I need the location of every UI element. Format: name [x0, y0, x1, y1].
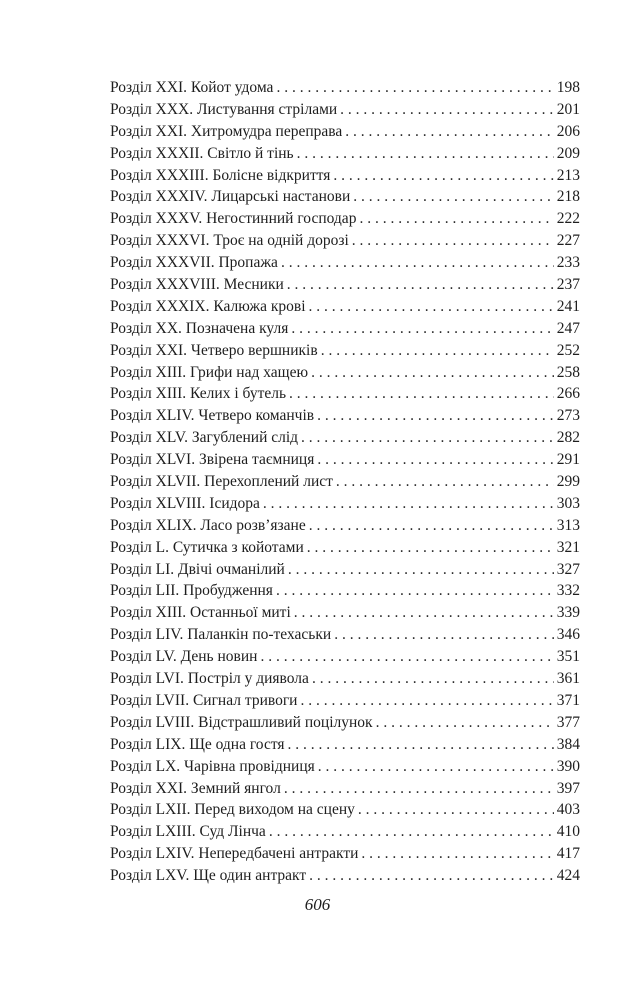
toc-dot-leader: [334, 624, 554, 646]
toc-entry-title: Розділ LVII. Сигнал тривоги: [110, 691, 298, 709]
toc-entry: [110, 821, 580, 843]
toc-dot-leader: [291, 318, 553, 340]
toc-entry-page: 299: [556, 473, 580, 491]
toc-entry-title: Розділ XXXV. Негостинний господар: [110, 210, 357, 228]
toc-entry-page: 351: [556, 648, 580, 666]
toc-entry-title: Розділ LVIII. Відстрашливий поцілунок: [110, 713, 373, 731]
toc-dot-leader: [311, 362, 554, 384]
toc-entry-title: Розділ XLV. Загублений слід: [110, 429, 299, 447]
toc-entry-title: Розділ LV. День новин: [110, 648, 258, 666]
toc-entry-page: 213: [556, 166, 580, 184]
toc-entry-title: Розділ LXV. Ще один антракт: [110, 867, 307, 885]
toc-dot-leader: [260, 646, 553, 668]
toc-dot-leader: [353, 186, 553, 208]
toc-entry-page: 346: [556, 626, 580, 644]
toc-dot-leader: [281, 252, 554, 274]
toc-entry: [110, 143, 580, 165]
toc-entry-title: Розділ XIII. Грифи над хащею: [110, 363, 309, 381]
toc-dot-leader: [287, 274, 554, 296]
toc-entry-page: 371: [556, 691, 580, 709]
toc-entry: [110, 230, 580, 252]
toc-entry: [110, 537, 580, 559]
toc-dot-leader: [309, 865, 554, 887]
toc-dot-leader: [317, 449, 553, 471]
toc-entry-page: 339: [556, 604, 580, 622]
toc-dot-leader: [263, 493, 554, 515]
toc-dot-leader: [288, 559, 554, 581]
toc-entry: [110, 383, 580, 405]
toc-entry: [110, 580, 580, 602]
toc-dot-leader: [321, 340, 554, 362]
toc-dot-leader: [318, 756, 554, 778]
toc-dot-leader: [345, 121, 553, 143]
toc-entry-title: Розділ LVI. Постріл у диявола: [110, 670, 309, 688]
toc-dot-leader: [336, 471, 554, 493]
toc-entry-title: Розділ XIII. Останньої миті: [110, 604, 291, 622]
toc-dot-leader: [288, 734, 554, 756]
toc-entry-title: Розділ XLIV. Четверо команчів: [110, 407, 315, 425]
toc-entry: [110, 602, 580, 624]
toc-entry-page: 241: [556, 297, 580, 315]
toc-dot-leader: [300, 690, 553, 712]
toc-entry-title: Розділ XXI. Койот удома: [110, 79, 274, 96]
toc-dot-leader: [301, 427, 554, 449]
toc-entry: [110, 559, 580, 581]
toc-entry-title: Розділ LXIII. Суд Лінча: [110, 823, 266, 841]
toc-entry-title: Розділ XXI. Земний янгол: [110, 779, 281, 797]
toc-dot-leader: [352, 230, 554, 252]
toc-dot-leader: [317, 405, 554, 427]
toc-entry-page: 266: [556, 385, 580, 403]
toc-entry-page: 282: [556, 429, 580, 447]
toc-entry-page: 417: [556, 845, 580, 863]
toc-entry-title: Розділ XLVI. Звірена таємниця: [110, 451, 315, 469]
toc-entry-title: Розділ XXX. Листування стрілами: [110, 100, 338, 118]
toc-entry-page: 291: [556, 451, 580, 469]
toc-dot-leader: [312, 668, 554, 690]
toc-dot-leader: [309, 515, 554, 537]
toc-entry: [110, 186, 580, 208]
toc-entry-page: 303: [556, 494, 580, 512]
toc-entry: [110, 624, 580, 646]
toc-entry-page: 377: [556, 713, 580, 731]
toc-entry-page: 273: [556, 407, 580, 425]
toc-entry-page: 252: [556, 341, 580, 359]
toc-entry-title: Розділ XLIX. Ласо розв’язане: [110, 516, 306, 534]
toc-entry-page: 332: [556, 582, 580, 600]
toc-entry: [110, 799, 580, 821]
toc-entry-title: Розділ LXII. Перед виходом на сцену: [110, 801, 355, 819]
toc-entry: [110, 165, 580, 187]
toc-dot-leader: [289, 383, 554, 405]
toc-dot-leader: [340, 99, 554, 121]
toc-entry-page: 397: [556, 779, 580, 797]
toc-entry: [110, 756, 580, 778]
toc-entry-title: Розділ XLVII. Перехоплений лист: [110, 473, 333, 491]
toc-entry: [110, 77, 580, 99]
toc-entry-page: 201: [556, 100, 580, 118]
toc-entry-page: 218: [556, 188, 580, 206]
toc-entry-title: Розділ XX. Позначена куля: [110, 319, 289, 337]
toc-entry-title: Розділ LIV. Паланкін по-техаськи: [110, 626, 332, 644]
toc-dot-leader: [276, 77, 553, 99]
toc-dot-leader: [359, 208, 553, 230]
toc-entry-page: 222: [556, 210, 580, 228]
toc-dot-leader: [276, 580, 554, 602]
toc-entry: [110, 646, 580, 668]
toc-dot-leader: [376, 712, 554, 734]
toc-entry: [110, 296, 580, 318]
toc-entry-page: 237: [556, 276, 580, 294]
toc-entry: [110, 668, 580, 690]
toc-entry-page: 227: [556, 232, 580, 250]
toc-dot-leader: [361, 843, 553, 865]
toc-entry-title: Розділ XXI. Четверо вершників: [110, 341, 318, 359]
toc-entry-title: Розділ XXXIV. Лицарські настанови: [110, 188, 351, 206]
toc-entry: [110, 99, 580, 121]
toc-entry: [110, 427, 580, 449]
toc-dot-leader: [307, 537, 554, 559]
toc-entry: [110, 252, 580, 274]
toc-entry: [110, 318, 580, 340]
toc-entry: [110, 493, 580, 515]
toc-entry-page: 327: [556, 560, 580, 578]
toc-entry-title: Розділ XXI. Хитромудра переправа: [110, 122, 343, 140]
toc-entry: [110, 778, 580, 800]
toc-entry-page: 198: [556, 79, 580, 96]
toc-dot-leader: [297, 143, 554, 165]
toc-entry-page: 233: [556, 254, 580, 272]
toc-entry: [110, 405, 580, 427]
toc-entry-page: 410: [556, 823, 580, 841]
toc-entry-title: Розділ XLVIII. Ісидора: [110, 494, 260, 512]
toc-entry-page: 313: [556, 516, 580, 534]
toc-entry-title: Розділ XXXVIII. Месники: [110, 276, 284, 294]
toc-dot-leader: [294, 602, 554, 624]
toc-entry-title: Розділ XIII. Келих і бутель: [110, 385, 287, 403]
toc-entry-page: 209: [556, 144, 580, 162]
page-number: 606: [304, 895, 331, 914]
toc-dot-leader: [284, 778, 554, 800]
toc-entry-title: Розділ LX. Чарівна провідниця: [110, 757, 315, 775]
toc-entry: [110, 449, 580, 471]
toc-entry-page: 247: [556, 319, 580, 337]
toc-entry: [110, 515, 580, 537]
toc-entry-page: 424: [556, 867, 580, 885]
toc-entry-title: Розділ XXXII. Світло й тінь: [110, 144, 294, 162]
toc-dot-leader: [309, 296, 554, 318]
toc-entry-title: Розділ LII. Пробудження: [110, 582, 273, 600]
table-of-contents: [110, 77, 580, 887]
toc-entry-page: 403: [556, 801, 580, 819]
toc-entry-title: Розділ XXXVII. Пропажа: [110, 254, 278, 272]
toc-entry: [110, 712, 580, 734]
toc-entry: [110, 734, 580, 756]
toc-entry-title: Розділ LI. Двічі очманілий: [110, 560, 285, 578]
toc-dot-leader: [358, 799, 554, 821]
toc-entry: [110, 471, 580, 493]
toc-entry: [110, 362, 580, 384]
toc-entry: [110, 690, 580, 712]
toc-entry-title: Розділ XXXIX. Калюжа крові: [110, 297, 306, 315]
toc-entry-page: 206: [556, 122, 580, 140]
toc-entry-page: 258: [556, 363, 580, 381]
toc-entry: [110, 208, 580, 230]
toc-entry-title: Розділ L. Сутичка з койотами: [110, 538, 304, 556]
toc-entry: [110, 865, 580, 887]
toc-entry: [110, 843, 580, 865]
toc-entry-title: Розділ XXXIII. Болісне відкриття: [110, 166, 331, 184]
toc-entry: [110, 340, 580, 362]
toc-entry-title: Розділ XXXVI. Троє на одній дорозі: [110, 232, 349, 250]
toc-entry-title: Розділ LIX. Ще одна гостя: [110, 735, 285, 753]
toc-entry-page: 390: [556, 757, 580, 775]
toc-entry-title: Розділ LXIV. Непередбачені антракти: [110, 845, 359, 863]
toc-entry: [110, 274, 580, 296]
toc-entry-page: 384: [556, 735, 580, 753]
toc-entry-page: 361: [556, 670, 580, 688]
toc-dot-leader: [269, 821, 554, 843]
toc-entry: [110, 121, 580, 143]
toc-dot-leader: [333, 165, 553, 187]
toc-entry-page: 321: [556, 538, 580, 556]
